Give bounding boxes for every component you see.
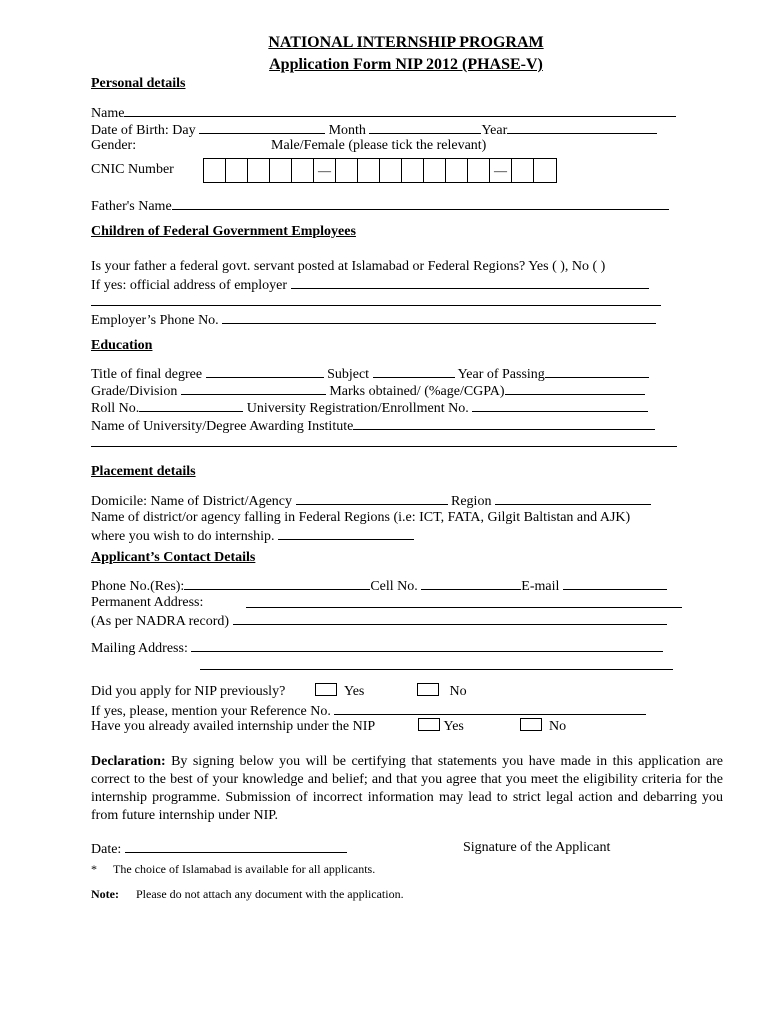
- cnic-digit-box[interactable]: [204, 159, 226, 182]
- dob-year-field[interactable]: [507, 120, 657, 134]
- note-text: Please do not attach any document with the application.: [136, 887, 404, 901]
- region-label: Region: [451, 494, 492, 509]
- cnic-digit-box[interactable]: [468, 159, 490, 182]
- region-field[interactable]: [495, 491, 651, 505]
- federal-district-text: Name of district/or agency falling in Federal Regions (i.e: ICT, FATA, Gilgit Baltistan and AJK): [91, 510, 631, 525]
- dob-year-label: Year: [481, 123, 508, 138]
- date-field[interactable]: [125, 839, 347, 853]
- date-row: [91, 839, 347, 858]
- cnic-dash-box: —: [314, 159, 336, 182]
- employer-address-label: If yes: official address of employer: [91, 278, 288, 293]
- permanent-address-field[interactable]: [246, 594, 682, 608]
- university-line-2: [91, 433, 677, 452]
- phone-res-field[interactable]: [184, 576, 370, 590]
- asterisk-mark: *: [91, 862, 97, 876]
- dob-month-label: Month: [328, 123, 366, 138]
- gender-label: Gender:: [91, 138, 137, 153]
- grade-label: Grade/Division: [91, 384, 178, 399]
- nadra-row: [91, 611, 667, 630]
- dob-day-label: Date of Birth: Day: [91, 123, 196, 138]
- internship-district-label: where you wish to do internship.: [91, 529, 275, 544]
- permanent-address-label: Permanent Address:: [91, 595, 204, 610]
- availed-yes-option[interactable]: [418, 718, 464, 735]
- employer-address-line-2: [91, 292, 661, 311]
- availed-yes-checkbox[interactable]: [418, 718, 440, 731]
- declaration-paragraph: [91, 753, 723, 825]
- cell-field[interactable]: [421, 576, 521, 590]
- availed-label: Have you already availed internship under the NIP: [91, 719, 376, 734]
- father-name-field[interactable]: [172, 196, 669, 210]
- dob-month-field[interactable]: [369, 120, 481, 134]
- degree-label: Title of final degree: [91, 367, 203, 382]
- cnic-label: CNIC Number: [91, 162, 174, 177]
- mailing-address-label: Mailing Address:: [91, 641, 188, 656]
- applied-yes-label: Yes: [344, 684, 365, 699]
- cnic-digit-box[interactable]: [446, 159, 468, 182]
- applied-no-checkbox[interactable]: [417, 683, 439, 696]
- declaration-label: Declaration:: [91, 754, 166, 769]
- cnic-boxes[interactable]: [203, 158, 557, 183]
- cnic-dash-box: —: [490, 159, 512, 182]
- availed-no-checkbox[interactable]: [520, 718, 542, 731]
- federal-employees-heading: Children of Federal Government Employees: [91, 224, 356, 239]
- placement-details-heading: Placement details: [91, 464, 196, 479]
- dob-day-field[interactable]: [199, 120, 325, 134]
- availed-no-label: No: [549, 719, 567, 734]
- cnic-digit-box[interactable]: [336, 159, 358, 182]
- form-title-line-2: Application Form NIP 2012 (PHASE-V): [269, 56, 543, 73]
- internship-district-field[interactable]: [278, 526, 414, 540]
- internship-district-row: [91, 526, 414, 545]
- nadra-label: (As per NADRA record): [91, 614, 230, 629]
- university-field[interactable]: [353, 416, 655, 430]
- cnic-digit-box[interactable]: [358, 159, 380, 182]
- employer-address-field[interactable]: [291, 275, 649, 289]
- date-label: Date:: [91, 842, 122, 857]
- subject-label: Subject: [327, 367, 370, 382]
- mailing-address-field-2[interactable]: [200, 656, 673, 670]
- employer-phone-row: [91, 310, 656, 329]
- mailing-row-2: [200, 656, 673, 675]
- availed-yes-label: Yes: [443, 719, 464, 734]
- passing-year-field[interactable]: [545, 364, 649, 378]
- cnic-digit-box[interactable]: [424, 159, 446, 182]
- marks-label: Marks obtained/ (%age/CGPA): [329, 384, 505, 399]
- roll-row: [91, 398, 648, 417]
- applied-no-option[interactable]: [417, 683, 467, 700]
- registration-field[interactable]: [472, 398, 648, 412]
- father-name-row: [91, 196, 669, 215]
- mailing-address-field[interactable]: [191, 638, 663, 652]
- employer-phone-label: Employer’s Phone No.: [91, 313, 219, 328]
- education-heading: Education: [91, 338, 153, 353]
- availed-no-option[interactable]: [520, 718, 566, 735]
- cnic-digit-box[interactable]: [380, 159, 402, 182]
- declaration-text: By signing below you will be certifying that statements you have made in this application are correct to the best of your knowledge and belief; and that you agree that you meet the eligibility criteria for the internship programme. Submission of incorrect information may lead to strict legal action and debarring you from future internship under NIP.: [91, 754, 723, 823]
- phone-res-label: Phone No.(Res):: [91, 579, 185, 594]
- cnic-digit-box[interactable]: [402, 159, 424, 182]
- cnic-digit-box[interactable]: [534, 159, 556, 182]
- roll-field[interactable]: [139, 398, 243, 412]
- domicile-label: Domicile: Name of District/Agency: [91, 494, 292, 509]
- mailing-row: [91, 638, 663, 657]
- personal-details-heading: Personal details: [91, 76, 186, 91]
- name-field[interactable]: [124, 103, 676, 117]
- cnic-digit-box[interactable]: [248, 159, 270, 182]
- islamabad-note: The choice of Islamabad is available for all applicants.: [113, 862, 376, 876]
- grade-field[interactable]: [181, 381, 326, 395]
- email-label: E-mail: [521, 579, 560, 594]
- employer-phone-field[interactable]: [222, 310, 656, 324]
- applied-yes-checkbox[interactable]: [315, 683, 337, 696]
- cnic-digit-box[interactable]: [226, 159, 248, 182]
- permanent-address-field-2[interactable]: [233, 611, 667, 625]
- roll-label: Roll No.: [91, 401, 140, 416]
- reference-field[interactable]: [334, 701, 646, 715]
- contact-details-heading: Applicant’s Contact Details: [91, 550, 256, 565]
- university-label: Name of University/Degree Awarding Institute: [91, 419, 354, 434]
- father-name-label: Father's Name: [91, 199, 172, 214]
- cell-label: Cell No.: [370, 579, 418, 594]
- university-field-2[interactable]: [91, 433, 677, 447]
- cnic-digit-box[interactable]: [512, 159, 534, 182]
- applied-no-label: No: [449, 684, 467, 699]
- federal-servant-question[interactable]: Is your father a federal govt. servant posted at Islamabad or Federal Regions? Yes ( ), No ( ): [91, 259, 606, 274]
- signature-label: Signature of the Applicant: [463, 840, 611, 855]
- email-field[interactable]: [563, 576, 667, 590]
- cnic-digit-box[interactable]: [270, 159, 292, 182]
- form-title-line-1: NATIONAL INTERNSHIP PROGRAM: [268, 34, 544, 51]
- employer-address-field-2[interactable]: [91, 292, 661, 306]
- registration-label: University Registration/Enrollment No.: [246, 401, 469, 416]
- phone-row: [91, 576, 667, 595]
- note-label: Note:: [91, 887, 119, 901]
- applied-previously-label: Did you apply for NIP previously?: [91, 684, 286, 699]
- domicile-field[interactable]: [296, 491, 448, 505]
- domicile-row: [91, 491, 651, 510]
- subject-field[interactable]: [373, 364, 455, 378]
- passing-year-label: Year of Passing: [457, 367, 545, 382]
- cnic-digit-box[interactable]: [292, 159, 314, 182]
- gender-options[interactable]: Male/Female (please tick the relevant): [271, 138, 487, 153]
- name-label: Name: [91, 106, 125, 121]
- degree-field[interactable]: [206, 364, 324, 378]
- marks-field[interactable]: [505, 381, 645, 395]
- applied-yes-option[interactable]: [315, 683, 364, 700]
- reference-label: If yes, please, mention your Reference No.: [91, 704, 331, 719]
